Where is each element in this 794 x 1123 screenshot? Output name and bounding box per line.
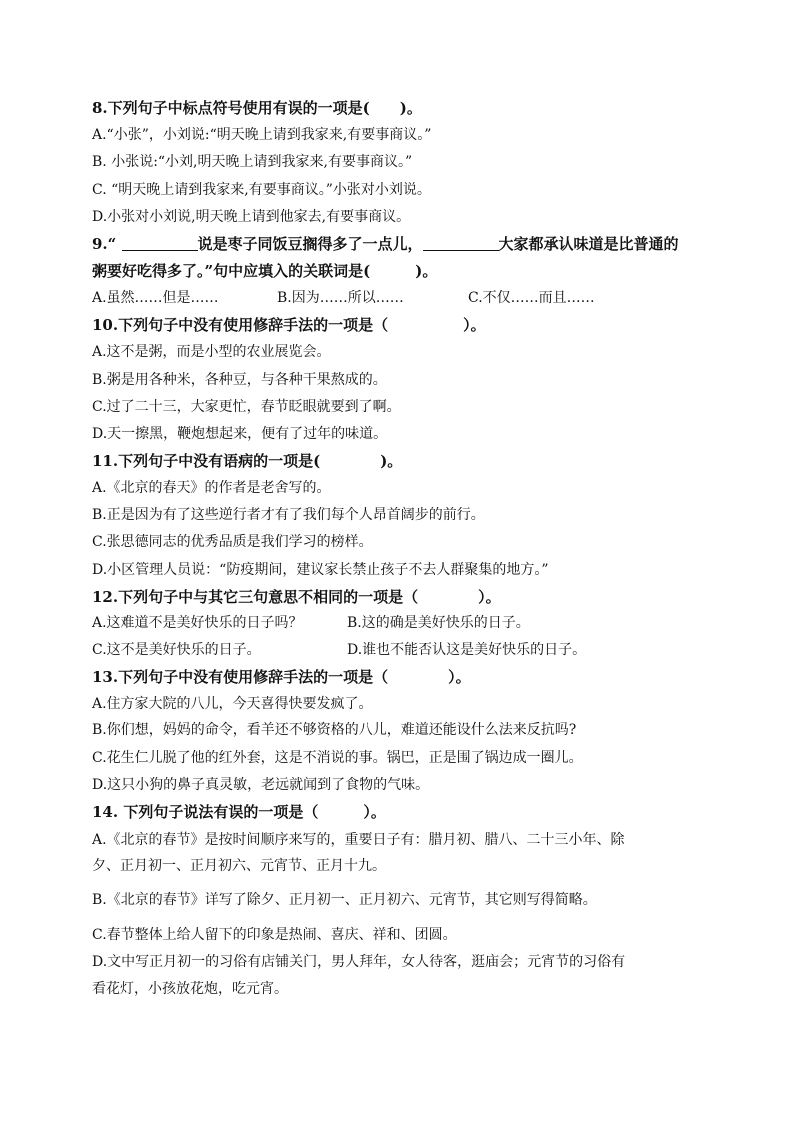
question-13-stem: 13.下列句子中没有使用修辞手法的一项是（ ）。 (92, 668, 471, 686)
question-9-stem-part: 大家都承认味道是比普通的 (498, 235, 679, 253)
question-12-stem: 12.下列句子中与其它三句意思不相同的一项是（ ）。 (92, 588, 501, 606)
question-8-stem: 8.下列句子中标点符号使用有误的一项是( )。 (92, 99, 422, 117)
question-9-option-a: A.虽然……但是…… (92, 290, 219, 306)
question-14-option-a-line1: A.《北京的春节》是按时间顺序来写的，重要日子有：腊月初、腊八、二十三小年、除 (92, 832, 625, 848)
question-14-option-a-line2: 夕、正月初一、正月初六、元宵节、正月十九。 (92, 858, 386, 874)
question-9-number: 9.“ (92, 235, 122, 253)
question-9-options (92, 288, 712, 308)
question-10-stem: 10.下列句子中没有使用修辞手法的一项是（ ）。 (92, 316, 486, 334)
question-12-options-row1 (92, 613, 712, 633)
question-12-option-d: D.谁也不能否认这是美好快乐的日子。 (347, 642, 587, 658)
question-10-option-c: C.过了二十三，大家更忙，春节眨眼就要到了啊。 (92, 399, 401, 415)
question-11-option-c: C.张思德同志的优秀品质是我们学习的榜样。 (92, 534, 373, 550)
question-12-option-c: C.这不是美好快乐的日子。 (92, 642, 261, 658)
question-10-option-b: B.粥是用各种米，各种豆，与各种干果熬成的。 (92, 372, 387, 388)
question-9-stem-line1 (92, 234, 712, 254)
answer-blank[interactable] (122, 236, 198, 251)
question-9-stem-line2: 粥要好吃得多了。”句中应填入的关联词是( )。 (92, 262, 438, 280)
question-10-option-a: A.这不是粥，而是小型的农业展览会。 (92, 344, 331, 360)
question-11-option-b: B.正是因为有了这些逆行者才有了我们每个人昂首阔步的前行。 (92, 507, 485, 523)
question-9-option-b: B.因为……所以…… (277, 290, 404, 306)
question-8-option-c: C. “明天晚上请到我家来,有要事商议。”小张对小刘说。 (92, 182, 431, 198)
question-8-option-d: D.小张对小刘说,明天晚上请到他家去,有要事商议。 (92, 209, 411, 225)
question-12-option-b: B.这的确是美好快乐的日子。 (347, 615, 530, 631)
question-12-options-row2 (92, 640, 712, 660)
question-13-option-d: D.这只小狗的鼻子真灵敏，老远就闻到了食物的气味。 (92, 777, 430, 793)
question-11-stem: 11.下列句子中没有语病的一项是( )。 (92, 452, 403, 470)
question-13-option-b: B.你们想，妈妈的命令，看羊还不够资格的八儿，难道还能设什么法来反抗吗? (92, 722, 577, 738)
question-8-option-b: B. 小张说:“小刘,明天晚上请到我家来,有要事商议。” (92, 154, 413, 170)
question-8-option-a: A.“小张”，小刘说:“明天晚上请到我家来,有要事商议。” (92, 127, 432, 143)
question-11-option-d: D.小区管理人员说：“防疫期间，建议家长禁止孩子不去人群聚集的地方。” (92, 562, 549, 578)
question-14-option-d-line2: 看花灯，小孩放花炮，吃元宵。 (92, 981, 288, 997)
question-9-stem-part: 说是枣子同饭豆搁得多了一点儿， (197, 235, 423, 253)
question-9-option-c: C.不仅……而且…… (468, 290, 595, 306)
question-14-option-c: C.春节整体上给人留下的印象是热闹、喜庆、祥和、团圆。 (92, 927, 457, 943)
question-13-option-c: C.花生仁儿脱了他的红外套，这是不消说的事。锅巴，正是围了锅边成一圈儿。 (92, 750, 583, 766)
question-14-option-d-line1: D.文中写正月初一的习俗有店铺关门，男人拜年，女人待客，逛庙会；元宵节的习俗有 (92, 954, 626, 970)
question-14-option-b: B.《北京的春节》详写了除夕、正月初一、正月初六、元宵节，其它则写得简略。 (92, 892, 597, 908)
question-10-option-d: D.天一擦黑，鞭炮想起来，便有了过年的味道。 (92, 426, 388, 442)
question-14-stem: 14. 下列句子说法有误的一项是（ ）。 (92, 803, 386, 821)
answer-blank[interactable] (423, 236, 499, 251)
question-12-option-a: A.这难道不是美好快乐的日子吗？ (92, 615, 303, 631)
question-13-option-a: A.住方家大院的八儿，今天喜得快要发疯了。 (92, 696, 373, 712)
question-11-option-a: A.《北京的春天》的作者是老舍写的。 (92, 480, 331, 496)
